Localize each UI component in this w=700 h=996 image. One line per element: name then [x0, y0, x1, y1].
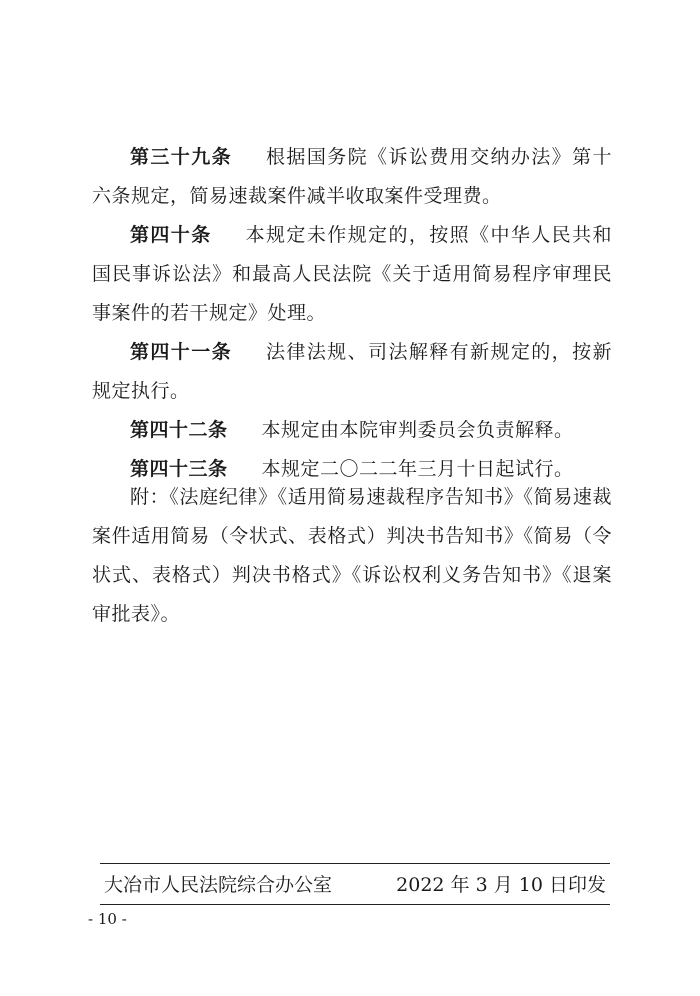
article-text: 法律法规、司法解释有新规定的，按新规定执行。 — [92, 341, 612, 402]
article-number: 第四十一条 — [130, 341, 233, 363]
article-text: 本规定未作规定的，按照《中华人民共和国民事诉讼法》和最高人民法院《关于适用简易程序审理民事案件的若干规定》处理。 — [92, 224, 612, 324]
issuance-footer — [104, 868, 606, 902]
article-41 — [92, 333, 612, 411]
article-text: 本规定由本院审判委员会负责解释。 — [261, 419, 574, 441]
article-40 — [92, 216, 612, 333]
article-number: 第四十三条 — [130, 458, 228, 480]
article-number: 第四十二条 — [130, 419, 228, 441]
article-42 — [92, 411, 612, 450]
page-number: - 10 - — [88, 910, 127, 928]
issuing-office: 大冶市人民法院综合办公室 — [104, 874, 333, 896]
appendix-text: 附：《法庭纪律》《适用简易速裁程序告知书》《简易速裁案件适用简易（令状式、表格式）判决书告知书》《简易（令状式、表格式）判决书格式》《诉讼权利义务告知书》《退案审批表》。 — [92, 486, 612, 625]
article-number: 第三十九条 — [130, 146, 233, 168]
footer-bottom-rule — [100, 904, 610, 905]
article-39 — [92, 138, 612, 216]
footer-top-rule — [100, 863, 610, 864]
article-list — [92, 138, 612, 489]
issue-date: 2022 年 3 月 10 日印发 — [396, 874, 606, 896]
article-text: 根据国务院《诉讼费用交纳办法》第十六条规定，简易速裁案件减半收取案件受理费。 — [92, 146, 612, 207]
appendix-section — [92, 478, 612, 634]
article-text: 本规定二〇二二年三月十日起试行。 — [261, 458, 574, 480]
article-number: 第四十条 — [130, 224, 212, 246]
